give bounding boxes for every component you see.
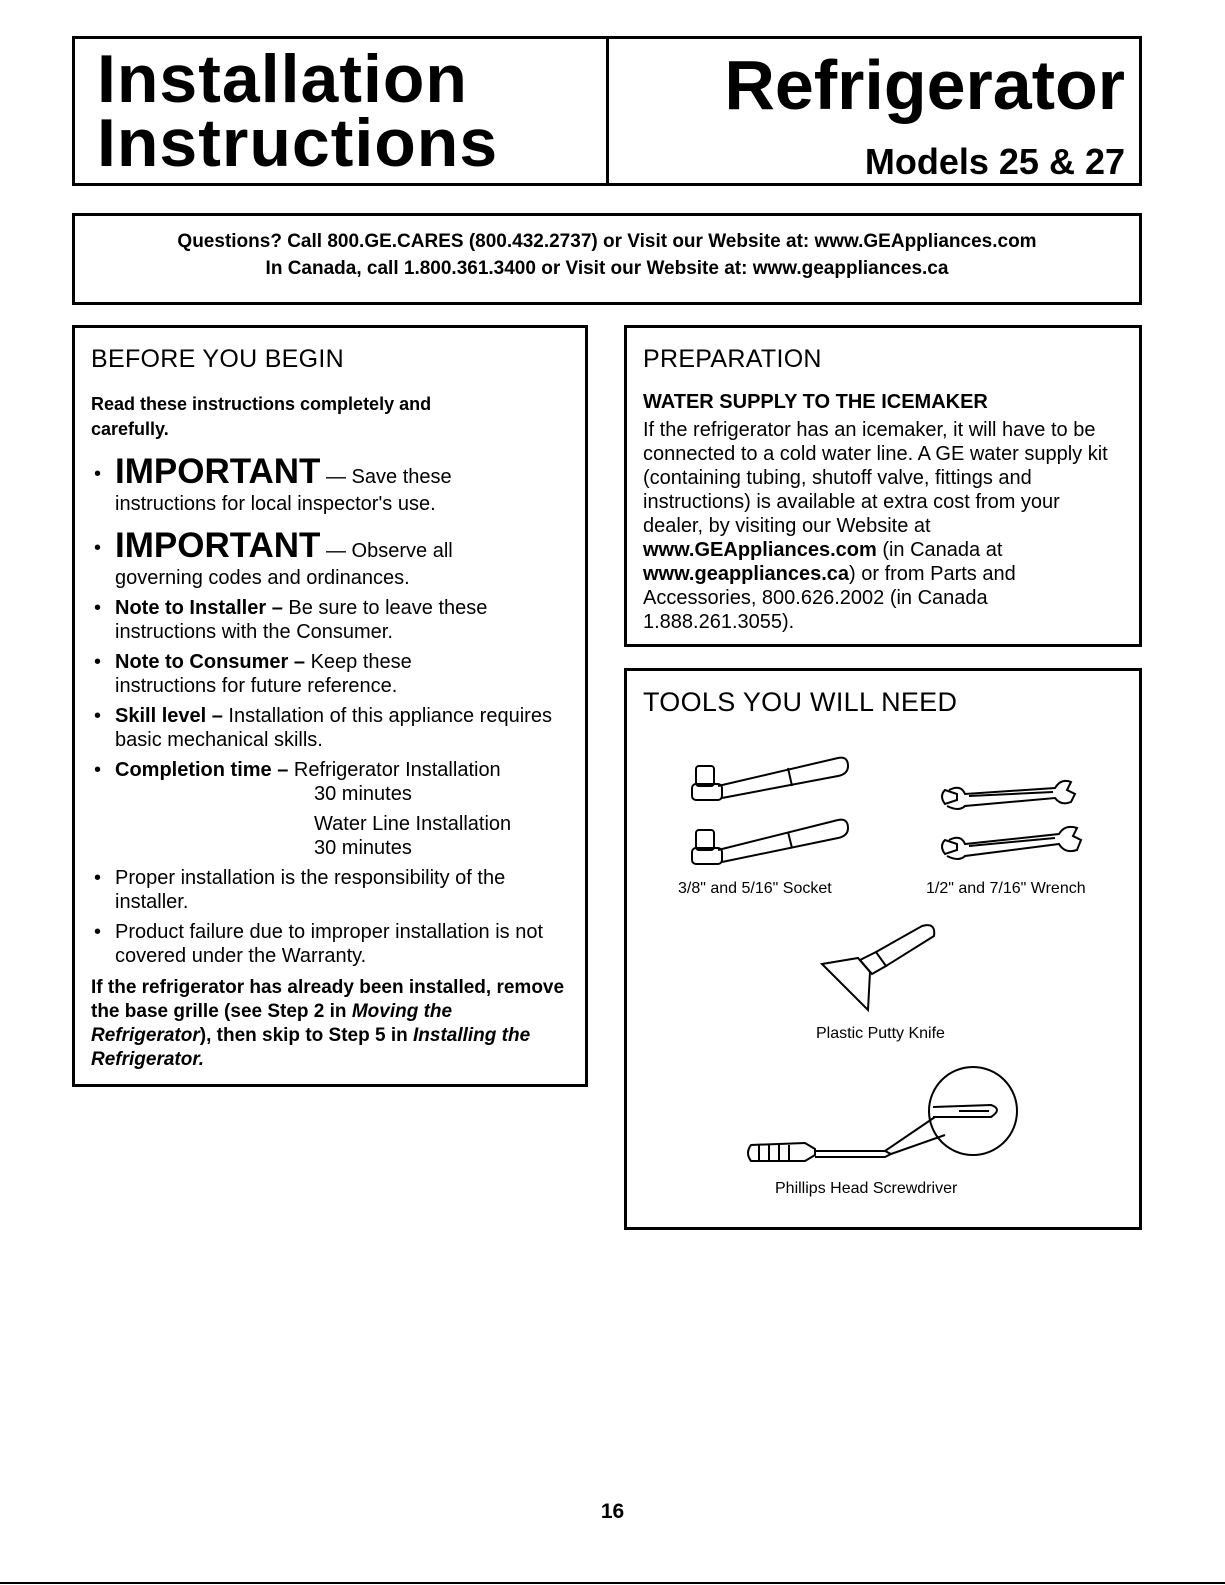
wrench-icon xyxy=(935,770,1095,870)
screwdriver-caption: Phillips Head Screwdriver xyxy=(775,1180,958,1197)
canada-website-link[interactable]: www.geappliances.ca xyxy=(643,563,850,585)
socket-wrench-icon xyxy=(688,748,858,883)
list-item: • IMPORTANT — Observe all governing codes and ordinances. xyxy=(91,526,569,590)
list-item: • Product failure due to improper installation is not covered under the Warranty. xyxy=(91,920,569,968)
putty-knife-caption: Plastic Putty Knife xyxy=(816,1025,945,1042)
document-title: Installation Instructions xyxy=(97,41,499,181)
list-item: • Note to Installer – Be sure to leave these instructions with the Consumer. xyxy=(91,596,569,644)
before-you-begin-section xyxy=(72,325,588,1087)
list-item: • Completion time – Refrigerator Installation 30 minutes Water Line Installation 30 minutes xyxy=(91,758,569,860)
product-title: Refrigerator xyxy=(724,46,1125,124)
page-number: 16 xyxy=(600,1500,625,1523)
preparation-section xyxy=(624,325,1142,647)
list-item: • Proper installation is the responsibility of the installer. xyxy=(91,866,569,914)
list-item: • Note to Consumer – Keep these instructions for future reference. xyxy=(91,650,471,698)
list-item: • IMPORTANT — Save these instructions for local inspector's use. xyxy=(91,452,569,516)
screwdriver-icon xyxy=(745,1065,1025,1175)
contact-box xyxy=(72,213,1142,305)
section-heading: BEFORE YOU BEGIN xyxy=(91,345,345,373)
title-banner xyxy=(72,36,1142,186)
section-heading: PREPARATION xyxy=(643,345,822,373)
wrench-caption: 1/2" and 7/16" Wrench xyxy=(926,880,1086,897)
us-website-link[interactable]: www.GEAppliances.com xyxy=(643,539,877,561)
models-subtitle: Models 25 & 27 xyxy=(864,141,1125,182)
putty-knife-icon xyxy=(818,920,948,1025)
lead-text: Read these instructions completely and carefully. xyxy=(91,394,432,439)
list-item: • Skill level – Installation of this appliance requires basic mechanical skills. xyxy=(91,704,569,752)
closing-note: If the refrigerator has already been installed, remove the base grille (see Step 2 in Moving the Refrigerator), then skip to Step 5 in Installing the Refrigerator. xyxy=(91,977,565,1070)
section-heading: TOOLS YOU WILL NEED xyxy=(643,687,958,717)
socket-caption: 3/8" and 5/16" Socket xyxy=(678,880,832,897)
page-bottom-rule xyxy=(0,1582,1225,1584)
contact-line-canada: In Canada, call 1.800.361.3400 or Visit our Website at: www.geappliances.ca xyxy=(265,258,949,279)
subsection-heading: WATER SUPPLY TO THE ICEMAKER xyxy=(643,391,988,413)
prep-paragraph: If the refrigerator has an icemaker, it will have to be connected to a cold water line. A GE water supply kit (containing tubing, shutoff valve, fittings and instructions) is available at extra cost from your dealer, by visiting our Website at www.GEAppliances.com (in Canada at www.geappliances.ca) or from Parts and Accessories, 800.626.2002 (in Canada 1.888.261.3055). xyxy=(643,419,1108,633)
banner-divider xyxy=(606,39,609,183)
instruction-list xyxy=(91,452,569,968)
contact-line-us: Questions? Call 800.GE.CARES (800.432.2737) or Visit our Website at: www.GEAppliances.com xyxy=(177,231,1037,252)
